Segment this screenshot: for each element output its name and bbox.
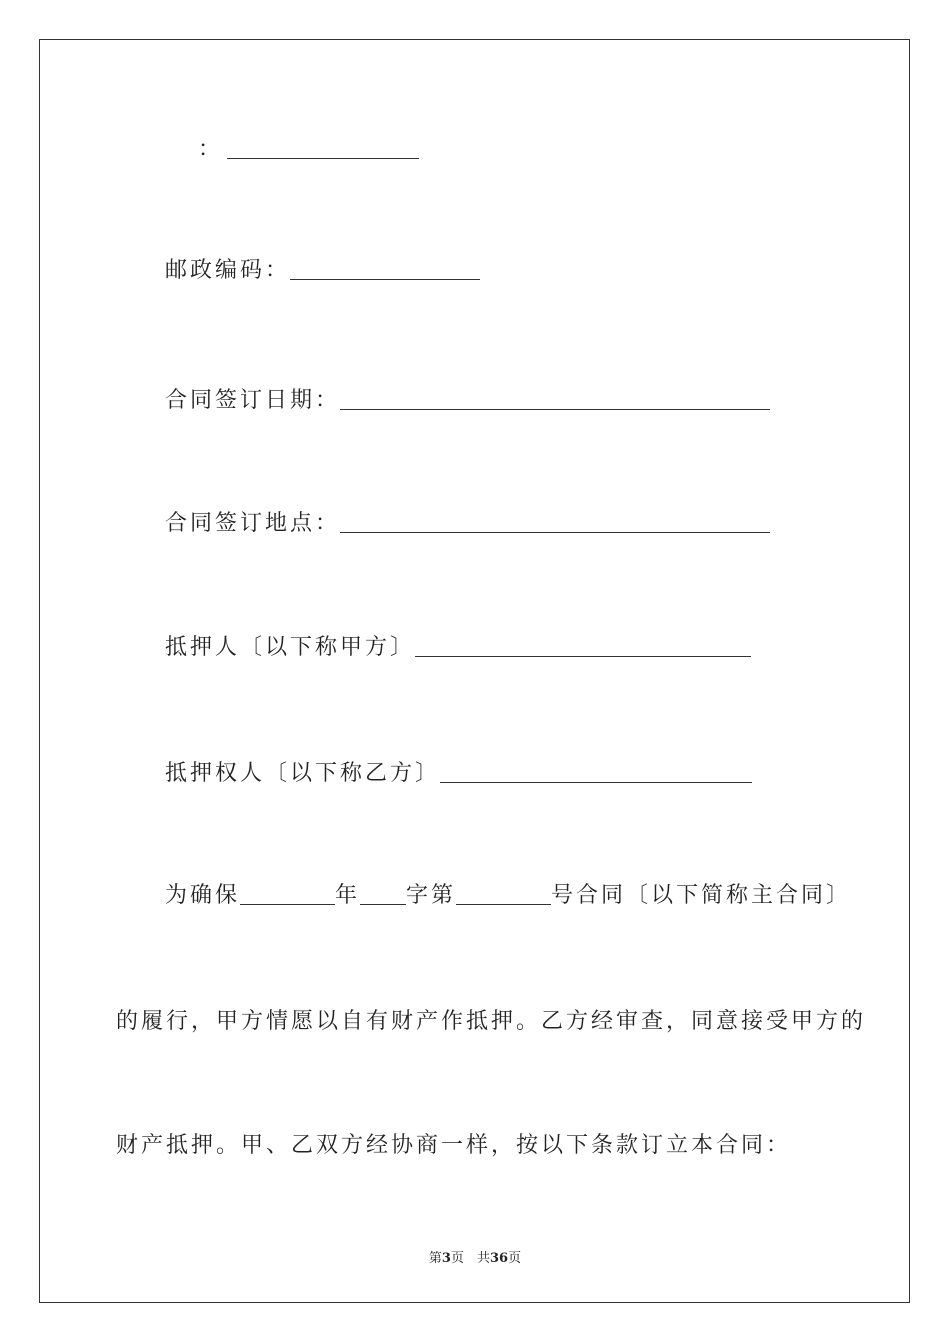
mortgagor-line bbox=[165, 633, 751, 663]
paragraph-line-1 bbox=[165, 881, 851, 911]
mortgagee-blank[interactable] bbox=[440, 760, 752, 783]
page-footer bbox=[0, 1247, 950, 1266]
form-line-1-blank[interactable] bbox=[227, 136, 419, 159]
paragraph-text-b: 年 bbox=[335, 883, 361, 908]
sign-place-blank[interactable] bbox=[340, 510, 770, 533]
footer-mid: 页 共 bbox=[450, 1251, 490, 1266]
postal-code-label: 邮政编码： bbox=[165, 258, 291, 283]
mortgagee-line bbox=[165, 759, 752, 789]
paragraph-line-2 bbox=[116, 1007, 866, 1037]
footer-page-number: 3 bbox=[441, 1251, 451, 1266]
paragraph-text-d: 号合同〔以下简称主合同〕 bbox=[551, 883, 852, 908]
number-blank[interactable] bbox=[456, 882, 551, 905]
footer-prefix: 第 bbox=[428, 1251, 442, 1266]
paragraph-text-a: 为确保 bbox=[165, 883, 241, 908]
postal-code-line bbox=[165, 256, 480, 286]
mortgagor-label: 抵押人〔以下称甲方〕 bbox=[165, 635, 416, 660]
page-frame bbox=[39, 39, 910, 1303]
sign-date-line bbox=[165, 386, 770, 416]
paragraph-text-2: 的履行，甲方情愿以自有财产作抵押。乙方经审查，同意接受甲方的 bbox=[116, 1009, 867, 1034]
sign-place-label: 合同签订地点： bbox=[165, 511, 341, 536]
form-line-1 bbox=[198, 135, 419, 165]
form-line-1-label: ： bbox=[198, 137, 224, 162]
character-blank[interactable] bbox=[360, 882, 406, 905]
year-blank[interactable] bbox=[240, 882, 335, 905]
footer-suffix: 页 bbox=[508, 1251, 522, 1266]
sign-place-line bbox=[165, 509, 770, 539]
sign-date-blank[interactable] bbox=[340, 387, 770, 410]
sign-date-label: 合同签订日期： bbox=[165, 388, 341, 413]
mortgagee-label: 抵押权人〔以下称乙方〕 bbox=[165, 761, 441, 786]
postal-code-blank[interactable] bbox=[290, 257, 480, 280]
paragraph-line-3 bbox=[116, 1131, 791, 1161]
paragraph-text-3: 财产抵押。甲、乙双方经协商一样，按以下条款订立本合同： bbox=[116, 1133, 792, 1158]
footer-page-total: 36 bbox=[489, 1251, 509, 1266]
mortgagor-blank[interactable] bbox=[415, 634, 751, 657]
paragraph-text-c: 字第 bbox=[406, 883, 457, 908]
